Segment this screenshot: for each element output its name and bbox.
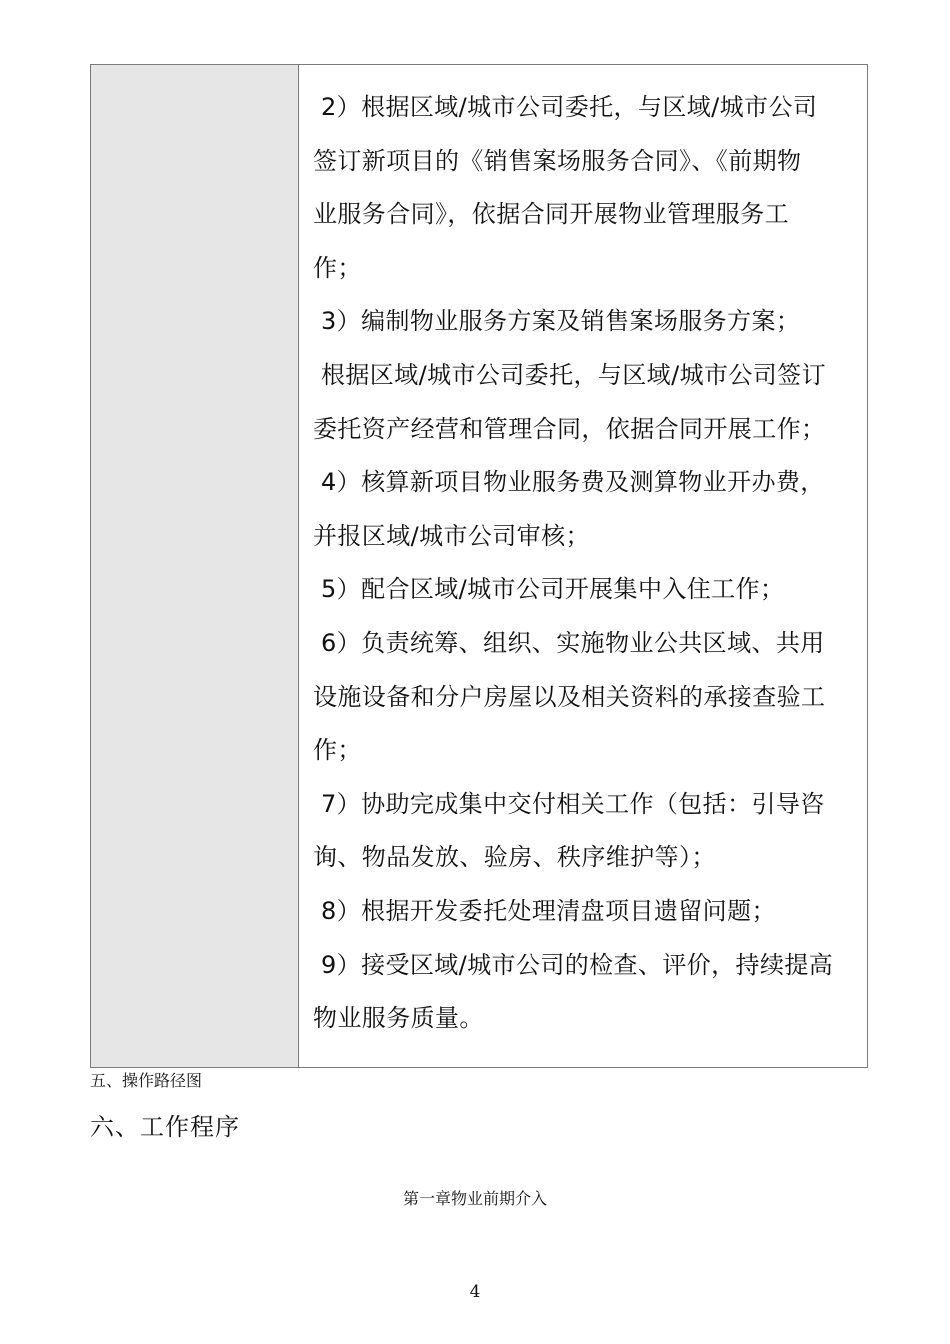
content-line: 委托资产经营和管理合同，依据合同开展工作；: [313, 414, 826, 443]
content-line: 物业服务质量。: [313, 1004, 484, 1033]
content-line: 7）协助完成集中交付相关工作（包括：引导咨: [321, 789, 825, 818]
section-heading-operation-path: 五、操作路径图: [90, 1071, 203, 1090]
content-line: 3）编制物业服务方案及销售案场服务方案；: [321, 307, 801, 336]
content-line: 询、物品发放、验房、秩序维护等）；: [313, 843, 716, 872]
content-line: 2）根据区域/城市公司委托，与区域/城市公司: [321, 93, 818, 121]
content-line: 4）核算新项目物业服务费及测算物业开办费，: [321, 468, 825, 497]
content-line: 业服务合同》，依据合同开展物业管理服务工: [313, 200, 789, 229]
content-line: 6）负责统筹、组织、实施物业公共区域、共用: [321, 628, 825, 657]
content-line: 5）配合区域/城市公司开展集中入住工作；: [321, 575, 785, 604]
content-line: 根据区域/城市公司委托，与区域/城市公司签订: [321, 360, 826, 389]
table-label-cell: [91, 65, 299, 1067]
content-line: 9）接受区域/城市公司的检查、评价，持续提高: [321, 950, 834, 979]
content-line: 作；: [313, 253, 362, 282]
content-line: 签订新项目的《销售案场服务合同》、《前期物: [313, 146, 802, 175]
content-line: 并报区域/城市公司审核；: [313, 521, 590, 550]
section-heading-work-procedure: 六、工作程序: [90, 1113, 240, 1141]
content-line: 作；: [313, 736, 362, 765]
page-number: 4: [469, 1282, 481, 1302]
content-line: 设施设备和分户房屋以及相关资料的承接查验工: [313, 682, 826, 711]
chapter-title: 第一章物业前期介入: [402, 1189, 547, 1208]
responsibility-table: [90, 64, 868, 1068]
table-content-cell: [299, 65, 867, 1067]
content-line: 8）根据开发委托处理清盘项目遗留问题；: [321, 896, 776, 925]
